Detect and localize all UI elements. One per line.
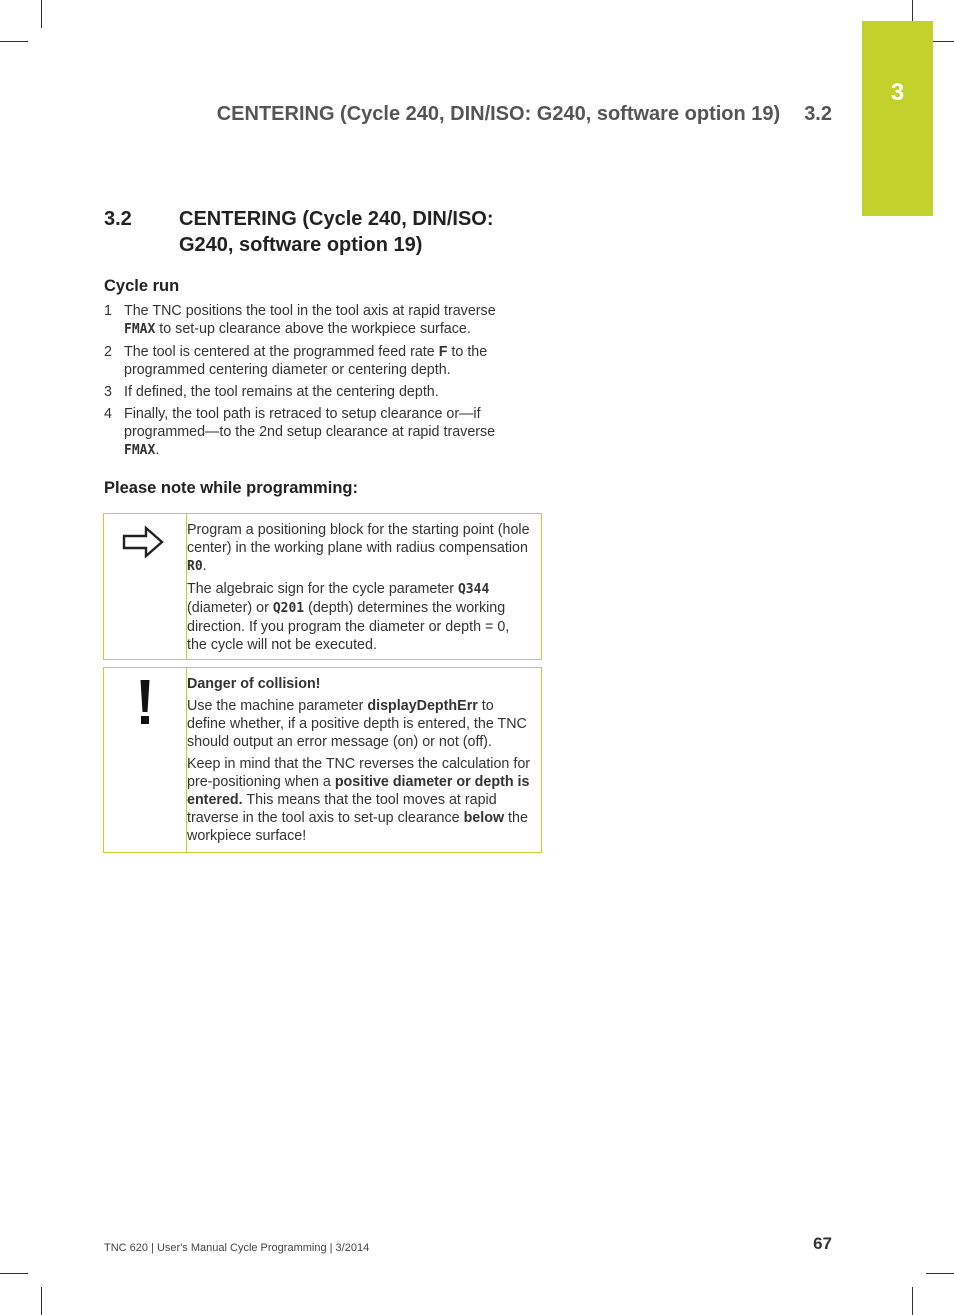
running-header-title: CENTERING (Cycle 240, DIN/ISO: G240, software option 19) bbox=[216, 103, 781, 125]
page-number: 67 bbox=[813, 1234, 832, 1253]
crop-mark bbox=[912, 1287, 913, 1315]
list-item bbox=[104, 383, 524, 401]
code-r0: R0 bbox=[187, 559, 203, 574]
feed-rate-f: F bbox=[438, 344, 448, 360]
crop-mark bbox=[0, 1273, 28, 1274]
param-displaydeptherr: displayDepthErr bbox=[367, 698, 478, 714]
tip-text-run: . bbox=[202, 558, 207, 574]
crop-mark bbox=[41, 1287, 42, 1315]
cycle-run-heading: Cycle run bbox=[104, 277, 180, 295]
footer-text: TNC 620 | User's Manual Cycle Programming | 3/2014 bbox=[104, 1242, 370, 1254]
section-title: CENTERING (Cycle 240, DIN/ISO: G240, software option 19) bbox=[179, 208, 494, 256]
code-fmax: FMAX bbox=[124, 443, 156, 458]
step-text: The TNC positions the tool in the tool axis at rapid traverse bbox=[124, 303, 496, 319]
tip-box bbox=[103, 513, 542, 660]
cycle-run-steps bbox=[104, 302, 524, 464]
section-number: 3.2 bbox=[104, 208, 132, 230]
tip-text-run: (depth) determines the working direction. If you program the diameter or depth = 0, the cycle will not be executed. bbox=[187, 600, 510, 653]
warning-text-run: Keep in mind that the TNC reverses the calculation for pre-positioning when a bbox=[187, 756, 531, 790]
step-number: 4 bbox=[104, 406, 112, 422]
code-q344: Q344 bbox=[457, 582, 490, 597]
tip-text-run: (diameter) or bbox=[187, 600, 273, 616]
warning-emphasis: positive diameter or depth is entered. bbox=[187, 774, 530, 808]
warning-icon-cell bbox=[104, 668, 187, 852]
step-number: 1 bbox=[104, 303, 112, 319]
warning-text bbox=[187, 668, 541, 859]
code-fmax: FMAX bbox=[124, 322, 156, 337]
step-text: If defined, the tool remains at the centering depth. bbox=[124, 384, 439, 400]
warning-paragraph bbox=[187, 697, 533, 751]
section-heading bbox=[104, 206, 544, 258]
running-header-section: 3.2 bbox=[804, 103, 832, 125]
step-text: The tool is centered at the programmed feed rate bbox=[124, 344, 439, 360]
tip-text bbox=[187, 514, 541, 668]
crop-mark bbox=[41, 0, 42, 28]
warning-text-run: Use the machine parameter bbox=[187, 698, 368, 714]
step-number: 2 bbox=[104, 344, 112, 360]
step-text: Finally, the tool path is retraced to setup clearance or—if programmed—to the 2nd setup clearance at rapid traverse bbox=[124, 406, 496, 440]
list-item bbox=[104, 343, 524, 379]
tip-paragraph bbox=[187, 580, 533, 654]
notes-heading: Please note while programming: bbox=[104, 479, 358, 497]
warning-box bbox=[103, 667, 542, 853]
warning-text-run: This means that the tool moves at rapid traverse in the tool axis to set-up clearance bbox=[187, 792, 497, 826]
tip-text-run: The algebraic sign for the cycle parameter bbox=[187, 581, 458, 597]
warning-paragraph bbox=[187, 755, 533, 845]
step-text: to set-up clearance above the workpiece surface. bbox=[155, 321, 471, 337]
warning-emphasis: below bbox=[463, 810, 505, 826]
tip-text-run: Program a positioning block for the starting point (hole center) in the working plane with radius compensation bbox=[187, 522, 530, 556]
warning-title: Danger of collision! bbox=[187, 676, 321, 692]
arrow-right-icon bbox=[122, 525, 166, 559]
tip-paragraph bbox=[187, 521, 533, 576]
code-q201: Q201 bbox=[272, 601, 305, 616]
warning-text-run: to define whether, if a positive depth is entered, the TNC should output an error message (on) or not (off). bbox=[187, 698, 527, 750]
step-text: . bbox=[155, 442, 160, 458]
crop-mark bbox=[926, 1273, 954, 1274]
list-item bbox=[104, 405, 524, 460]
crop-mark bbox=[0, 41, 28, 42]
running-header bbox=[217, 103, 832, 126]
chapter-tab bbox=[862, 21, 933, 216]
exclamation-icon bbox=[138, 680, 152, 728]
chapter-number: 3 bbox=[890, 79, 905, 106]
step-text: to the programmed centering diameter or centering depth. bbox=[124, 344, 488, 378]
warning-text-run: the workpiece surface! bbox=[187, 810, 528, 844]
step-number: 3 bbox=[104, 384, 112, 400]
tip-icon-cell bbox=[104, 514, 187, 659]
list-item bbox=[104, 302, 524, 339]
